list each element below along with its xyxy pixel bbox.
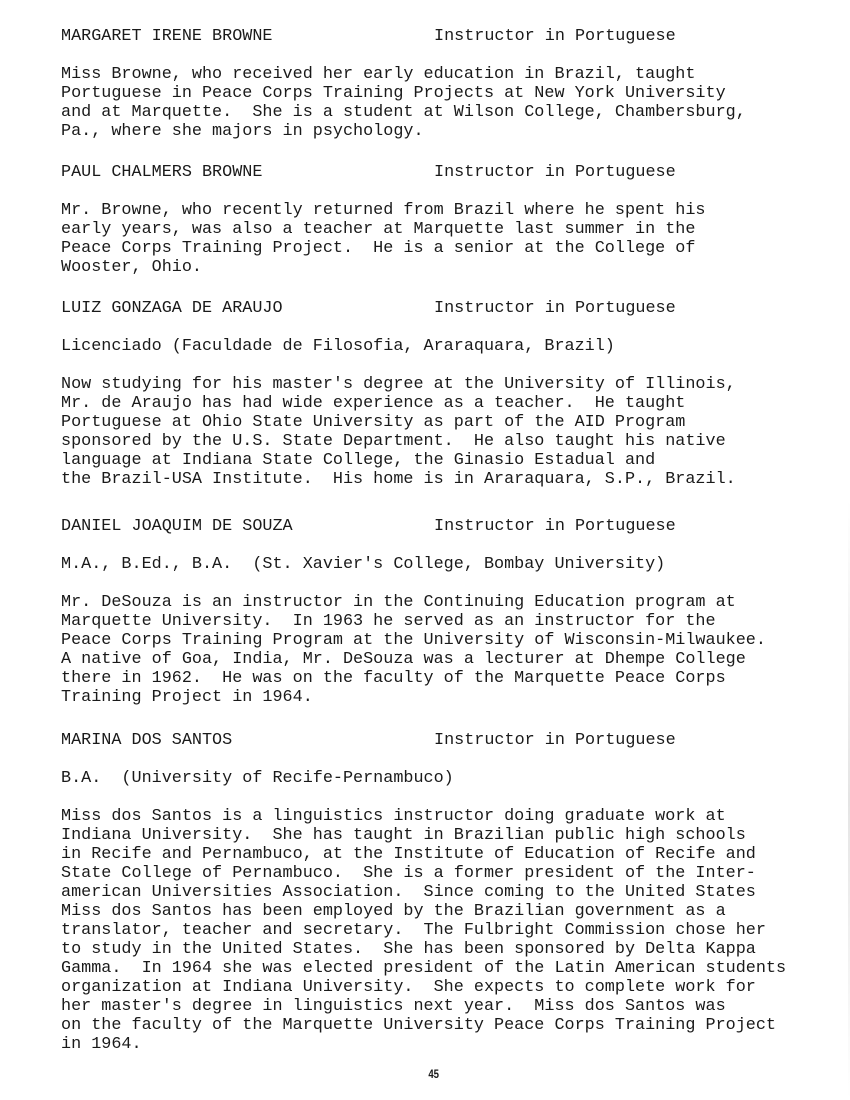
entry-title: Instructor in Portuguese — [434, 163, 676, 182]
entry-title: Instructor in Portuguese — [434, 27, 676, 46]
entry-bio: Miss dos Santos is a linguistics instructor doing graduate work at Indiana University. She has taught in Brazilian public high schools in Recife and Pernambuco, at the Institute of Education of Recife and State College of Pernambuco. She is a former president of the Inter- american Universities Association. Since coming to the United States Miss dos Santos has been employed by the Brazilian government as a translator, teacher and secretary. The Fulbright Commission chose her to study in the United States. She has been sponsored by Delta Kappa Gamma. In 1964 she was elected president of the Latin American students organization at Indiana University. She expects to complete work for her master's degree in linguistics next year. Miss dos Santos was on the faculty of the Marquette University Peace Corps Training Project in 1964. — [61, 807, 787, 1054]
entry-title: Instructor in Portuguese — [434, 731, 676, 750]
entry-degree: B.A. (University of Recife-Pernambuco) — [61, 769, 454, 788]
entry-bio: Now studying for his master's degree at the University of Illinois, Mr. de Araujo has had wide experience as a teacher. He taught Portuguese at Ohio State University as part of the AID Program sponsored by the U.S. State Department. He also taught his native language at Indiana State College, the Ginasio Estadual and the Brazil-USA Institute. His home is in Araraquara, S.P., Brazil. — [61, 375, 736, 489]
entry-bio: Mr. DeSouza is an instructor in the Continuing Education program at Marquette University. In 1963 he served as an instructor for the Peace Corps Training Program at the University of Wisconsin-Milwaukee. A native of Goa, India, Mr. DeSouza was a lecturer at Dhempe College there in 1962. He was on the faculty of the Marquette Peace Corps Training Project in 1964. — [61, 593, 766, 707]
entry-title: Instructor in Portuguese — [434, 299, 676, 318]
entry-bio: Mr. Browne, who recently returned from Brazil where he spent his early years, was also a teacher at Marquette last summer in the Peace Corps Training Project. He is a senior at the College of Wooster, Ohio. — [61, 201, 706, 277]
entry-name: MARINA DOS SANTOS — [61, 731, 233, 750]
entry-name: DANIEL JOAQUIM DE SOUZA — [61, 517, 293, 536]
entry-name: MARGARET IRENE BROWNE — [61, 27, 273, 46]
entry-title: Instructor in Portuguese — [434, 517, 676, 536]
entry-bio: Miss Browne, who received her early education in Brazil, taught Portuguese in Peace Corps Training Projects at New York University and at Marquette. She is a student at Wilson College, Chambersburg, Pa., where she majors in psychology. — [61, 65, 746, 141]
entry-name: PAUL CHALMERS BROWNE — [61, 163, 263, 182]
entry-degree: M.A., B.Ed., B.A. (St. Xavier's College, Bombay University) — [61, 555, 666, 574]
page-number: 45 — [428, 1067, 440, 1081]
entry-degree: Licenciado (Faculdade de Filosofia, Araraquara, Brazil) — [61, 337, 615, 356]
entry-name: LUIZ GONZAGA DE ARAUJO — [61, 299, 283, 318]
